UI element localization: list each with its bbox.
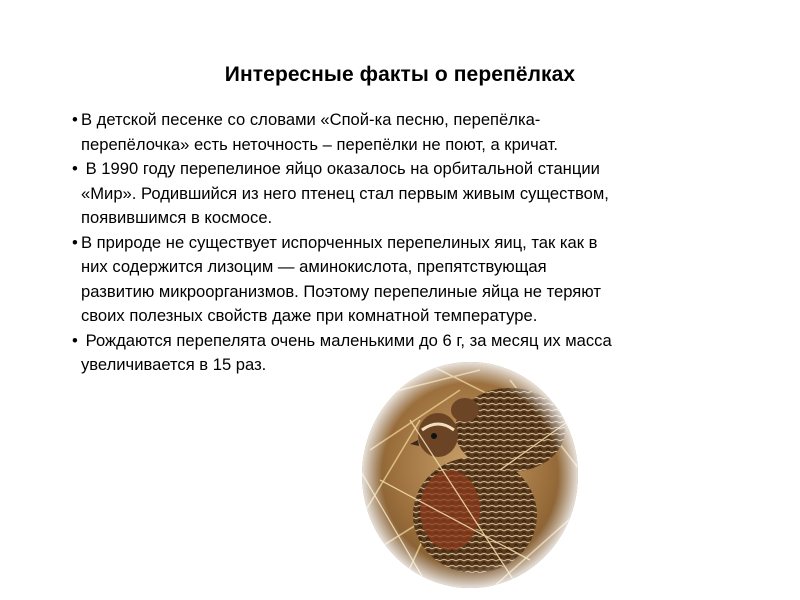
- bullet-icon: •: [72, 110, 78, 129]
- fact-2-line-2: «Мир». Родившийся из него птенец стал первым живым существом,: [81, 183, 609, 203]
- fact-item-3: [72, 231, 732, 329]
- quail-photo: [360, 360, 580, 590]
- fact-4-line-1: Рождаются перепелята очень маленькими до 6 г, за месяц их масса: [81, 330, 612, 350]
- fact-3-line-1: В природе не существует испорченных перепелиных яиц, так как в: [81, 232, 598, 252]
- fact-3-line-2: них содержится лизоцим — аминокислота, препятствующая: [81, 257, 547, 276]
- fact-1-line-1: В детской песенке со словами «Спой-ка песню, перепёлка-: [81, 110, 541, 129]
- fact-4-line-2: увеличивается в 15 раз.: [81, 355, 267, 374]
- fact-item-2: [72, 157, 732, 231]
- fact-3-line-3: развитию микроорганизмов. Поэтому перепелиные яйца не теряют: [81, 281, 601, 301]
- fact-2-line-1: В 1990 году перепелиное яйцо оказалось на орбитальной станции: [81, 159, 600, 178]
- fact-item-1: [72, 108, 732, 157]
- fact-1-line-2: перепёлочка» есть неточность – перепёлки не поют, а кричат.: [81, 134, 558, 154]
- bullet-icon: •: [72, 330, 78, 350]
- facts-list: [72, 108, 732, 378]
- fact-3-line-4: своих полезных свойств даже при комнатной температуре.: [81, 306, 538, 325]
- bullet-icon: •: [72, 232, 78, 252]
- fact-2-line-3: появившимся в космосе.: [81, 208, 273, 227]
- slide-title: Интересные факты о перепёлках: [224, 63, 576, 86]
- bullet-icon: •: [72, 159, 78, 178]
